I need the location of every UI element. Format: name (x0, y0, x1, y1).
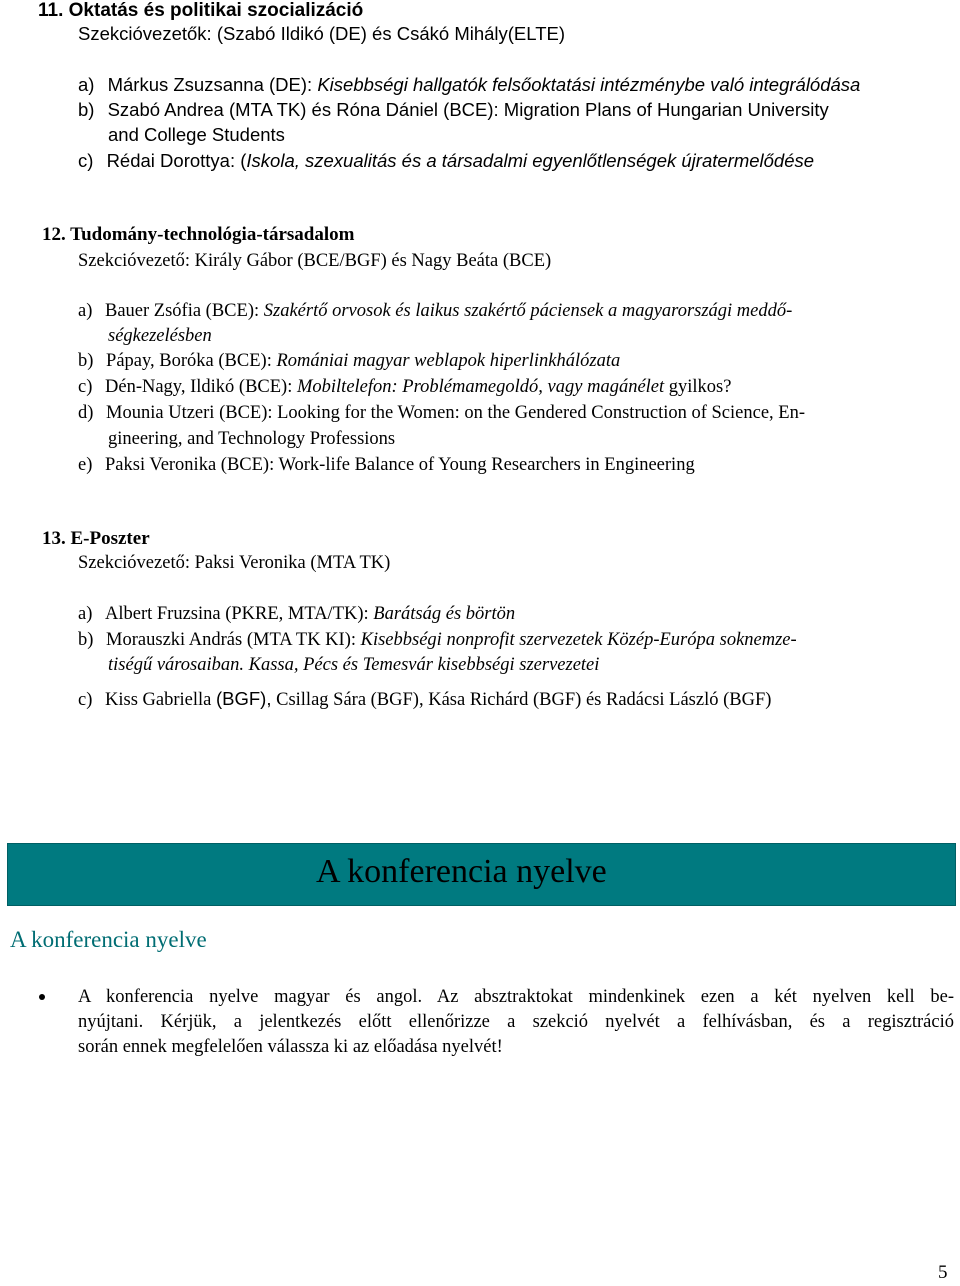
item-marker: b) (78, 351, 94, 371)
paragraph-line: során ennek megfelelően válassza ki az előadása nyelvét! (78, 1037, 503, 1057)
section-12-item-e (78, 454, 695, 476)
item-text: Mounia Utzeri (BCE): Looking for the Women: on the Gendered Construction of Science, En- (106, 403, 805, 423)
item-suffix: gyilkos? (668, 377, 732, 397)
section-11-item-b (78, 99, 829, 121)
item-author: Márkus Zsuzsanna (DE): (107, 74, 313, 95)
item-title: Kisebbségi hallgatók felsőoktatási intézménybe való integrálódása (317, 74, 861, 95)
section-11-leaders: Szekcióvezetők: (Szabó Ildikó (DE) és Csákó Mihály(ELTE) (78, 23, 565, 44)
section-13-leaders: Szekcióvezető: Paksi Veronika (MTA TK) (78, 553, 391, 573)
item-author: Dén-Nagy, Ildikó (BCE): (105, 377, 293, 397)
item-title: Kisebbségi nonprofit szervezetek Közép-Európa soknemze- (360, 630, 797, 650)
item-title: Mobiltelefon: Problémamegoldó, vagy magánélet (296, 377, 665, 397)
item-marker: b) (78, 99, 95, 120)
section-13-item-b-cont (108, 654, 599, 676)
section-12-item-a-cont: ségkezelésben (108, 326, 212, 346)
item-author: Albert Fruzsina (PKRE, MTA/TK): (105, 604, 369, 624)
section-11-item-b-cont: and College Students (108, 124, 285, 145)
item-title: Barátság és börtön (373, 604, 516, 624)
language-paragraph (78, 985, 954, 1060)
section-13-item-a (78, 603, 515, 625)
item-text: (BGF), (215, 688, 272, 709)
item-marker: c) (78, 377, 93, 397)
item-author: Pápay, Boróka (BCE): (106, 351, 272, 371)
item-author: Bauer Zsófia (BCE): (105, 301, 260, 321)
section-12-item-b (78, 350, 620, 372)
item-marker: a) (78, 74, 95, 95)
item-marker: a) (78, 301, 93, 321)
section-13-title: 13. E-Poszter (42, 528, 150, 549)
section-11-item-c (78, 150, 814, 172)
page-number: 5 (938, 1262, 948, 1283)
item-title-cont: tiségű városaiban. (108, 655, 245, 675)
section-13-item-b (78, 629, 797, 651)
banner-title: A konferencia nyelve (316, 853, 607, 890)
item-marker: c) (78, 150, 94, 171)
item-text: Csillag Sára (BGF), Kása Richárd (BGF) és Radácsi László (BGF) (271, 690, 772, 710)
paragraph-line: A konferencia nyelve magyar és angol. Az absztraktokat mindenkinek ezen a két nyelven kell be- (78, 987, 954, 1007)
item-text: Paksi Veronika (BCE): Work-life Balance of Young Researchers in Engineering (105, 455, 695, 475)
section-13-item-c (78, 688, 771, 711)
item-title: Iskola, szexualitás és a társadalmi egyenlőtlenségek újratermelődése (246, 150, 815, 171)
language-heading: A konferencia nyelve (10, 927, 207, 952)
section-12-item-a (78, 300, 792, 322)
item-marker: c) (78, 690, 93, 710)
section-11-item-a (78, 74, 860, 96)
item-subtitle: Kassa, Pécs és Temesvár kisebbségi szervezetei (248, 655, 600, 675)
item-marker: b) (78, 630, 94, 650)
section-12-title: 12. Tudomány-technológia-társadalom (42, 224, 355, 245)
item-title: Romániai magyar weblapok hiperlinkhálózata (276, 351, 621, 371)
section-12-leaders: Szekcióvezető: Király Gábor (BCE/BGF) és Nagy Beáta (BCE) (78, 251, 552, 271)
section-12-item-d-cont: gineering, and Technology Professions (108, 429, 396, 449)
item-text: Szabó Andrea (MTA TK) és Róna Dániel (BCE): Migration Plans of Hungarian University (107, 99, 829, 120)
item-title: Szakértő orvosok és laikus szakértő páciensek a magyarországi meddő- (263, 301, 793, 321)
bullet-icon (39, 994, 45, 1000)
item-author: Morauszki András (MTA TK KI): (106, 630, 356, 650)
item-text: Kiss Gabriella (105, 690, 216, 710)
section-12-item-c (78, 376, 731, 398)
section-11-title: 11. Oktatás és politikai szocializáció (38, 0, 364, 21)
item-marker: d) (78, 403, 94, 423)
paragraph-line: nyújtani. Kérjük, a jelentkezés előtt ellenőrizze a szekció nyelvét a felhívásban, és a regisztráció (78, 1012, 954, 1032)
item-author: Rédai Dorottya: ( (106, 150, 247, 171)
item-marker: e) (78, 455, 93, 475)
section-12-item-d (78, 402, 805, 424)
item-marker: a) (78, 604, 93, 624)
